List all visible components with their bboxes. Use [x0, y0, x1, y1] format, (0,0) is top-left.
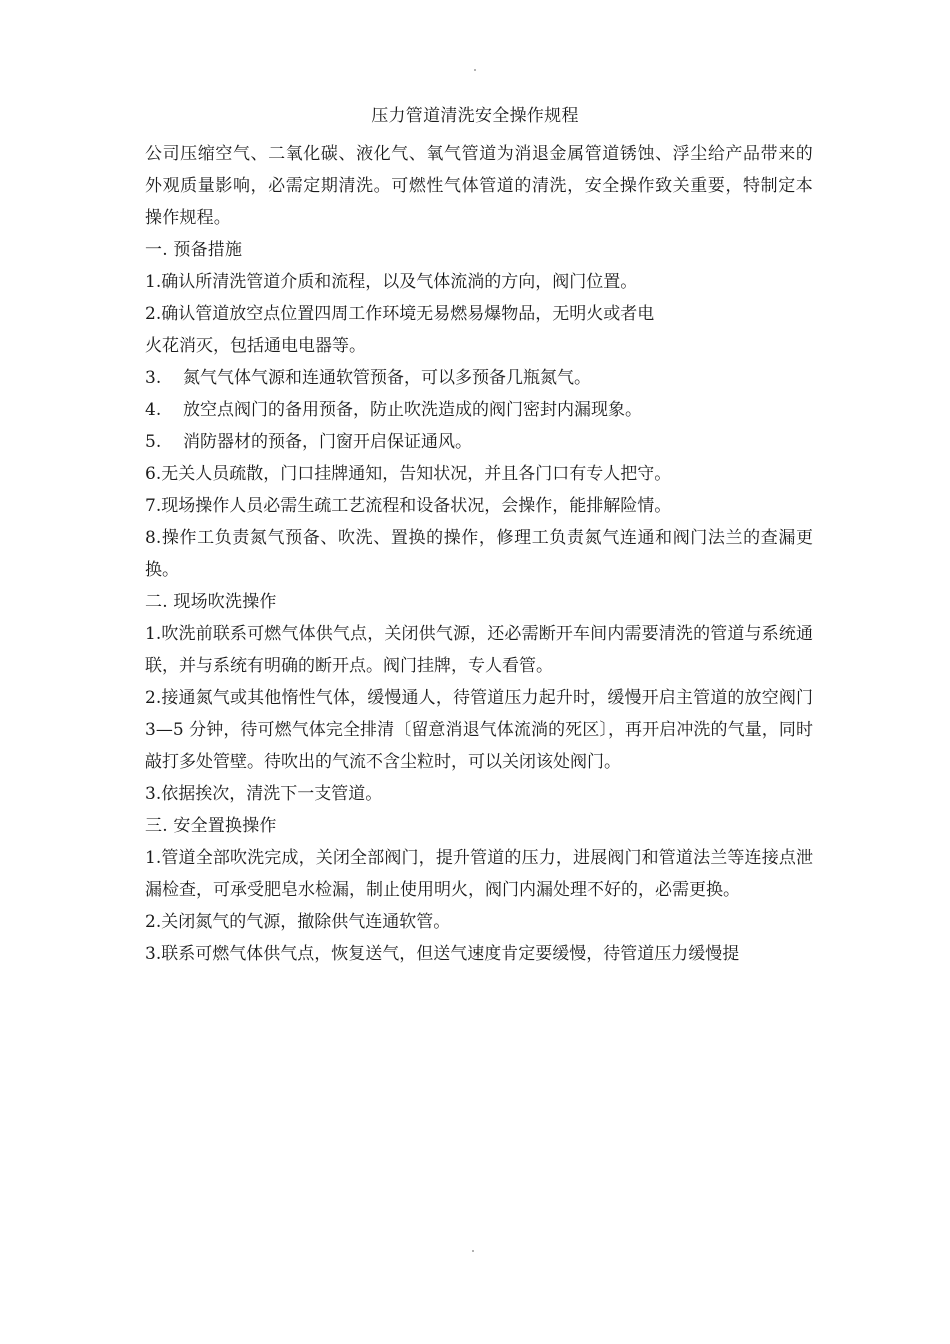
page-title: 压力管道清洗安全操作规程: [371, 106, 579, 126]
item-number: 3.: [145, 944, 162, 964]
item-number: 3.: [145, 784, 162, 804]
item-text-continuation: 火花消灭，包括通电电器等。: [145, 336, 366, 356]
item-text: 依据挨次，清洗下一支管道。: [161, 784, 383, 804]
section-heading: 二. 现场吹洗操作: [145, 592, 277, 612]
list-item: [145, 426, 813, 458]
list-item: [145, 394, 813, 426]
list-item: [145, 906, 813, 938]
item-text: 氮气气体气源和连通软管预备，可以多预备几瓶氮气。: [183, 368, 591, 388]
item-text: 消防器材的预备，门窗开启保证通风。: [183, 432, 472, 452]
item-number: 8.: [145, 528, 162, 548]
item-number: 2.: [145, 688, 162, 708]
item-text: 管道全部吹洗完成，关闭全部阀门，提升管道的压力，进展阀门和管道法兰等连接点泄漏检查，可承受肥皂水检漏，制止使用明火，阀门内漏处理不好的，必需更换。: [145, 848, 813, 900]
item-text: 联系可燃气体供气点，恢复送气，但送气速度肯定要缓慢，待管道压力缓慢提: [161, 944, 740, 964]
item-text: 确认所清洗管道介质和流程，以及气体流淌的方向，阀门位置。: [161, 272, 638, 292]
list-item: [145, 618, 813, 682]
list-item: [145, 298, 813, 362]
list-item: [145, 842, 813, 906]
item-text: 放空点阀门的备用预备，防止吹洗造成的阀门密封内漏现象。: [183, 400, 642, 420]
item-number: 4.: [145, 400, 162, 420]
list-item: [145, 266, 813, 298]
list-item: [145, 938, 813, 970]
page-dot-mark: [472, 1250, 474, 1252]
list-item: [145, 682, 813, 778]
item-number: 1.: [145, 848, 162, 868]
intro-paragraph: 公司压缩空气、二氧化碳、液化气、氧气管道为消退金属管道锈蚀、浮尘给产品带来的外观质量影响，必需定期清洗。可燃性气体管道的清洗，安全操作致关重要，特制定本操作规程。: [145, 144, 813, 228]
item-text: 现场操作人员必需生疏工艺流程和设备状况，会操作，能排解险情。: [161, 496, 672, 516]
item-text: 关闭氮气的气源，撤除供气连通软管。: [161, 912, 451, 932]
item-number: 1.: [145, 272, 162, 292]
list-item: [145, 778, 813, 810]
section-heading: 三. 安全置换操作: [145, 816, 277, 836]
item-number: 3.: [145, 368, 162, 388]
list-item: [145, 522, 813, 586]
item-number: 5.: [145, 432, 162, 452]
page-dot-mark: [474, 69, 476, 71]
item-number: 2.: [145, 304, 162, 324]
item-text: 确认管道放空点位置四周工作环境无易燃易爆物品，无明火或者电: [161, 304, 655, 324]
item-text: 吹洗前联系可燃气体供气点，关闭供气源，还必需断开车间内需要清洗的管道与系统通联，并与系统有明确的断开点。阀门挂牌，专人看管。: [145, 624, 813, 676]
document-body: [145, 138, 813, 970]
list-item: [145, 458, 813, 490]
section-heading: 一. 预备措施: [145, 240, 243, 260]
list-item: [145, 362, 813, 394]
item-number: 2.: [145, 912, 162, 932]
item-text: 无关人员疏散，门口挂牌通知，告知状况，并且各门口有专人把守。: [161, 464, 672, 484]
item-number: 6.: [145, 464, 162, 484]
item-text: 接通氮气或其他惰性气体，缓慢通人，待管道压力起升时，缓慢开启主管道的放空阀门 3—5 分钟，待可燃气体完全排清〔留意消退气体流淌的死区〕，再开启冲洗的气量，同时敲打多处管壁。待吹出的气流不含尘粒时，可以关闭该处阀门。: [145, 688, 813, 772]
list-item: [145, 490, 813, 522]
item-number: 7.: [145, 496, 162, 516]
item-text: 操作工负责氮气预备、吹洗、置换的操作，修理工负责氮气连通和阀门法兰的查漏更换。: [145, 528, 813, 580]
item-number: 1.: [145, 624, 162, 644]
